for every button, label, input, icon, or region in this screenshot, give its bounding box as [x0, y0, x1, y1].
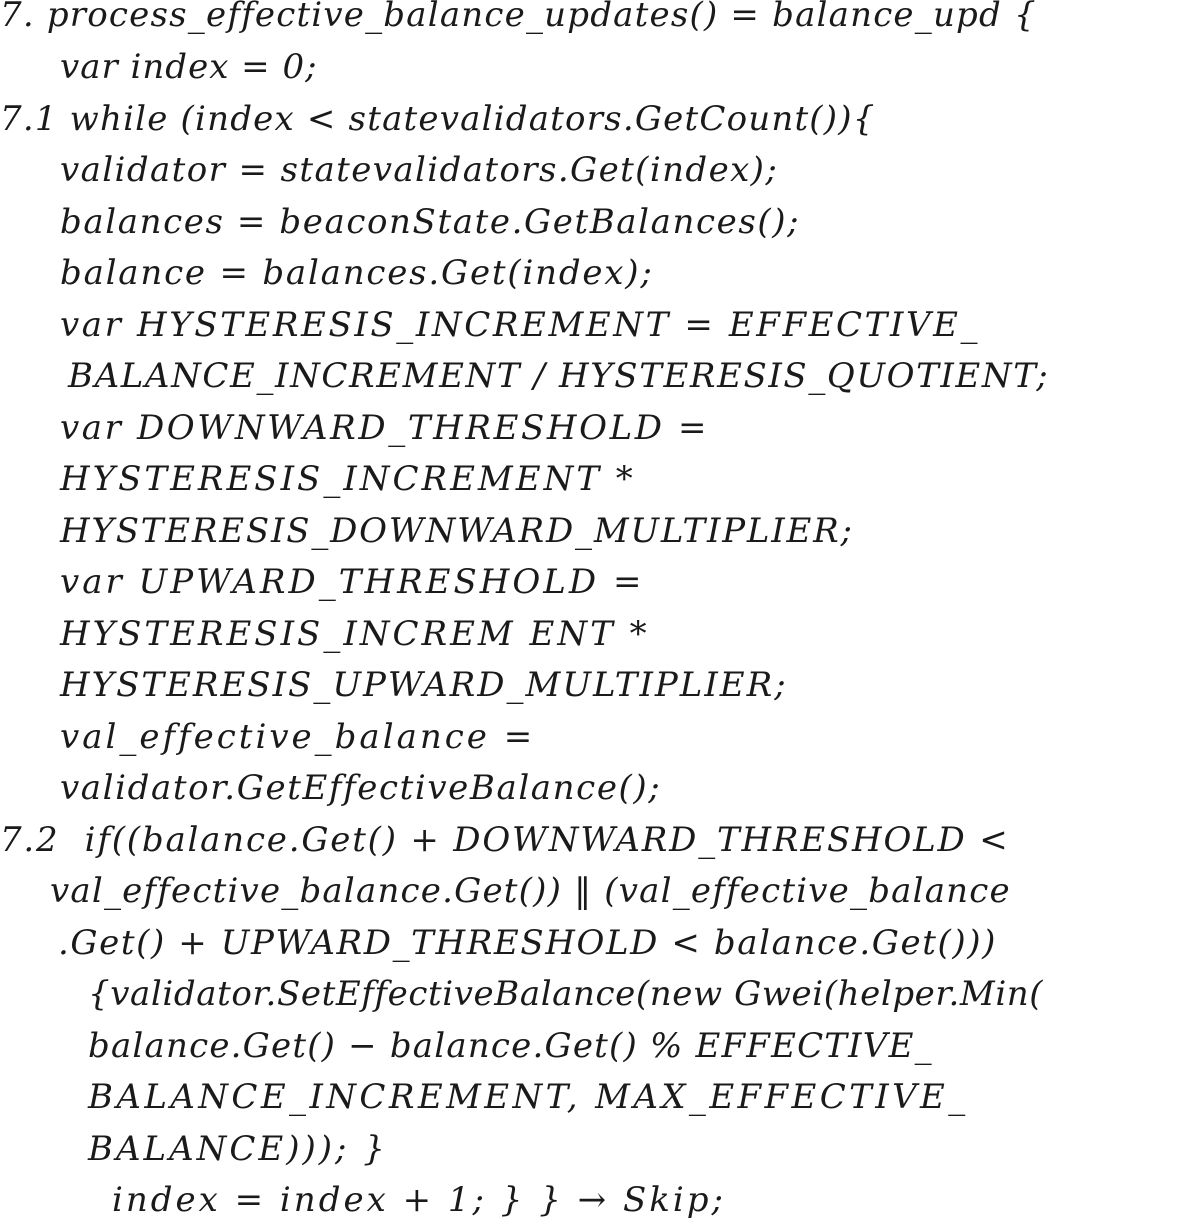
formula-line: BALANCE_INCREMENT / HYSTERESIS_QUOTIENT; [68, 356, 1050, 396]
formula-line: balance = balances.Get(index); [60, 253, 654, 293]
formula-line: 7. process_effective_balance_updates() = balance_upd { [0, 0, 1037, 35]
formula-line: HYSTERESIS_DOWNWARD_MULTIPLIER; [60, 511, 854, 551]
formula-line: index = index + 1; } } → Skip; [112, 1180, 726, 1220]
formula-line: var UPWARD_THRESHOLD = [60, 562, 645, 602]
formula-line: validator.GetEffectiveBalance(); [60, 768, 662, 808]
formula-line: 7.1 while (index < statevalidators.GetCount()){ [0, 99, 876, 139]
formula-line: .Get() + UPWARD_THRESHOLD < balance.Get())) [58, 923, 997, 963]
formula-line: HYSTERESIS_UPWARD_MULTIPLIER; [60, 665, 788, 705]
formula-line: balance.Get() − balance.Get() % EFFECTIVE_ [88, 1026, 933, 1066]
formula-line: validator = statevalidators.Get(index); [60, 150, 779, 190]
formula-line: val_effective_balance.Get()) ‖ (val_effective_balance [50, 871, 1011, 911]
formula-line: HYSTERESIS_INCREMENT * [60, 459, 636, 499]
formula-line: 7.2 if((balance.Get() + DOWNWARD_THRESHOLD < [0, 820, 1010, 860]
formula-line: BALANCE_INCREMENT, MAX_EFFECTIVE_ [88, 1077, 969, 1117]
formula-line: BALANCE))); } [88, 1129, 388, 1169]
formula-line: val_effective_balance = [60, 717, 536, 757]
formula-line: var index = 0; [60, 47, 318, 87]
formula-line: balances = beaconState.GetBalances(); [60, 202, 801, 242]
formula-line: var HYSTERESIS_INCREMENT = EFFECTIVE_ [60, 305, 981, 345]
formula-line: {validator.SetEffectiveBalance(new Gwei(helper.Min( [88, 974, 1044, 1014]
formula-line: HYSTERESIS_INCREM ENT * [60, 614, 650, 654]
formula-line: var DOWNWARD_THRESHOLD = [60, 408, 710, 448]
